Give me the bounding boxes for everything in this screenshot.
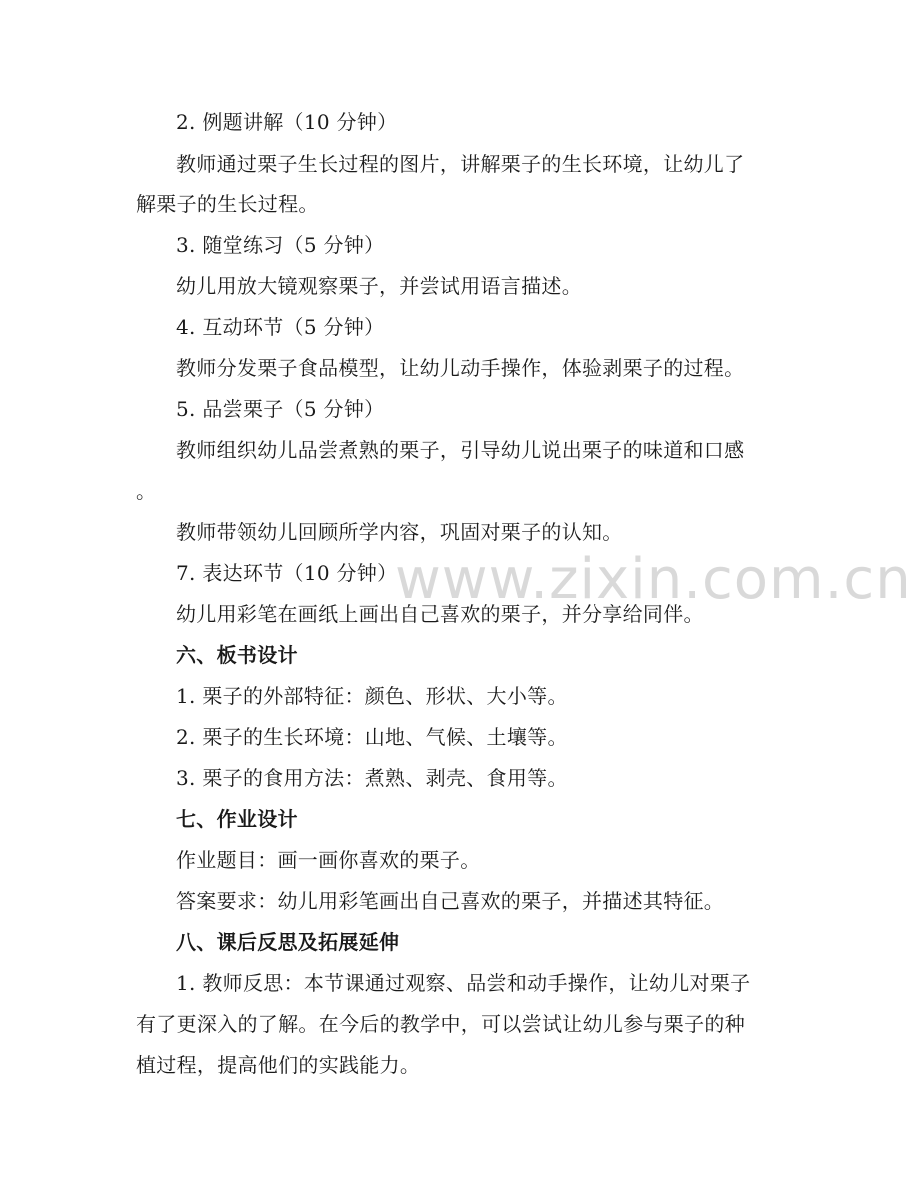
step-7-body: 幼儿用彩笔在画纸上画出自己喜欢的栗子，并分享给同伴。 (176, 602, 704, 626)
reflection-line-2: 有了更深入的了解。在今后的教学中，可以尝试让幼儿参与栗子的种 (136, 1012, 745, 1036)
step-7-heading: 7. 表达环节（10 分钟） (176, 561, 398, 585)
reflection-line-1: 1. 教师反思：本节课通过观察、品尝和动手操作，让幼儿对栗子 (176, 971, 751, 995)
board-item-3: 3. 栗子的食用方法：煮熟、剥壳、食用等。 (176, 766, 568, 790)
step-2-body-line-2: 解栗子的生长过程。 (136, 192, 319, 216)
step-3-body: 幼儿用放大镜观察栗子，并尝试用语言描述。 (176, 274, 582, 298)
watermark: www.zixin.com.cn (395, 547, 912, 612)
reflection-line-3: 植过程，提高他们的实践能力。 (136, 1053, 421, 1077)
step-5-body-line-1: 教师组织幼儿品尝煮熟的栗子，引导幼儿说出栗子的味道和口感 (176, 438, 745, 462)
board-item-1: 1. 栗子的外部特征：颜色、形状、大小等。 (176, 684, 568, 708)
step-4-heading: 4. 互动环节（5 分钟） (176, 315, 385, 339)
step-2-heading: 2. 例题讲解（10 分钟） (176, 110, 398, 134)
step-5-heading: 5. 品尝栗子（5 分钟） (176, 397, 385, 421)
review-paragraph: 教师带领幼儿回顾所学内容，巩固对栗子的认知。 (176, 520, 623, 544)
step-3-heading: 3. 随堂练习（5 分钟） (176, 233, 385, 257)
homework-title: 作业题目：画一画你喜欢的栗子。 (176, 848, 481, 872)
section-6-heading: 六、板书设计 (176, 643, 298, 667)
homework-answer: 答案要求：幼儿用彩笔画出自己喜欢的栗子，并描述其特征。 (176, 889, 725, 913)
section-7-heading: 七、作业设计 (176, 807, 298, 831)
board-item-2: 2. 栗子的生长环境：山地、气候、土壤等。 (176, 725, 568, 749)
step-5-body-line-2: 。 (136, 479, 157, 503)
step-4-body: 教师分发栗子食品模型，让幼儿动手操作，体验剥栗子的过程。 (176, 356, 745, 380)
step-2-body-line-1: 教师通过栗子生长过程的图片，讲解栗子的生长环境，让幼儿了 (176, 152, 745, 176)
section-8-heading: 八、课后反思及拓展延伸 (176, 930, 400, 954)
